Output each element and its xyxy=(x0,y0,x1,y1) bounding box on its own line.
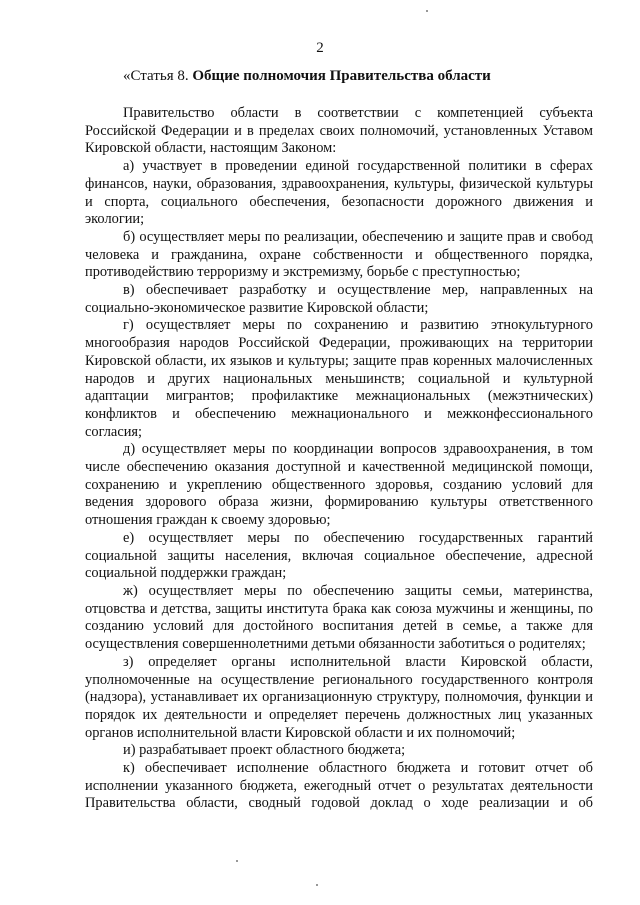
paragraph-i: и) разрабатывает проект областного бюджета; xyxy=(123,742,406,759)
article-body xyxy=(85,105,593,813)
paragraph-a: а) участвует в проведении единой государственной политики в сферах финансов, науки, образования, здравоохранения, культуры, физической культуры и спорта, социального обеспечения, безопасности дорожного движения и экологии; xyxy=(85,158,593,228)
paragraph-zh: ж) осуществляет меры по обеспечению защиты семьи, материнства, отцовства и детства, защиты института брака как союза мужчины и женщины, по созданию условий для достойного воспитания детей в семье, а также для осуществления совершеннолетними детьми обязанности заботиться о родителях; xyxy=(85,582,593,653)
article-prefix: «Статья 8. xyxy=(123,68,189,84)
article-heading xyxy=(123,68,491,85)
paragraph-k: к) обеспечивает исполнение областного бюджета и готовит отчет об исполнении указанного бюджета, ежегодный отчет о результатах деятельности Правительства области, сводный годовой доклад о ходе реализации и об xyxy=(85,760,593,812)
scan-speck xyxy=(316,884,318,886)
scan-speck xyxy=(426,10,428,12)
paragraph-z: з) определяет органы исполнительной власти Кировской области, уполномоченные на осуществление регионального государственного контроля (надзора), устанавливает их организационную структуру, полномочия, функции и порядок их деятельности и определяет перечень должностных лиц указанных органов исполнительной власти Кировской области и их полномочий; xyxy=(85,653,593,741)
paragraph-intro: Правительство области в соответствии с компетенцией субъекта Российской Федерации и в пределах своих полномочий, установленных Уставом Кировской области, настоящим Законом: xyxy=(85,105,593,157)
paragraph-b: б) осуществляет меры по реализации, обеспечению и защите прав и свобод человека и гражданина, охране собственности и общественного порядка, противодействию терроризму и экстремизму, борьбе с преступностью; xyxy=(85,228,593,281)
article-title: Общие полномочия Правительства области xyxy=(192,68,491,84)
scan-speck xyxy=(236,860,238,862)
paragraph-g: г) осуществляет меры по сохранению и развитию этнокультурного многообразия народов Российской Федерации, проживающих на территории Кировской области, их языков и культуры; защите прав коренных малочисленных народов и других национальных меньшинств; социальной и культурной адаптации мигрантов; профилактике межнациональных (межэтнических) конфликтов и обеспечению межнационального и межконфессионального согласия; xyxy=(85,317,593,440)
paragraph-v: в) обеспечивает разработку и осуществление мер, направленных на социально-экономическое развитие Кировской области; xyxy=(85,282,593,316)
paragraph-e: е) осуществляет меры по обеспечению государственных гарантий социальной защиты населения, включая социальное обеспечение, адресной социальной поддержки граждан; xyxy=(85,529,593,582)
paragraph-d: д) осуществляет меры по координации вопросов здравоохранения, в том числе обеспечению оказания доступной и качественной медицинской помощи, сохранению и укреплению общественного здоровья, созданию условий для ведения здорового образа жизни, формированию культуры ответственного отношения граждан к своему здоровью; xyxy=(85,441,593,529)
page-number: 2 xyxy=(316,40,324,56)
